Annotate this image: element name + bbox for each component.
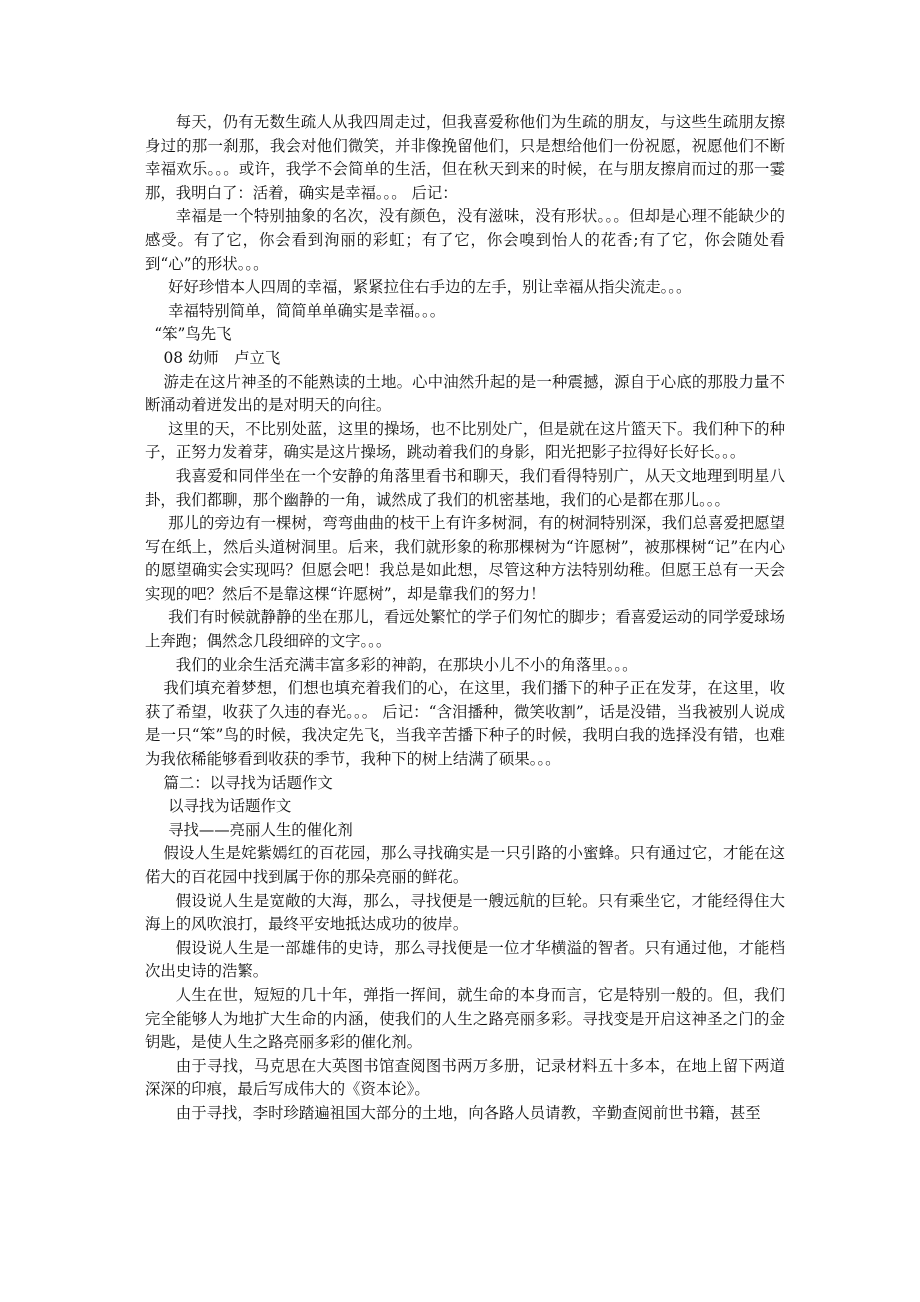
paragraph-wishing-tree: 那儿的旁边有一棵树，弯弯曲曲的枝干上有许多树洞，有的树洞特别深，我们总喜爱把愿望写在纸上，然后头道树洞里。后来，我们就形象的称那棵树为“许愿树”，被那棵树“记”在内心的愿望确实会实现吗？但愿会吧！我总是如此想，尽管这种方法特别幼稚。但愿王总有一天会实现的吧？然后不是靠这棵“许愿树”，却是靠我们的努力！ (145, 514, 785, 603)
paragraph-marx: 由于寻找，马克思在大英图书馆查阅图书两万多册，记录材料五十多本，在地上留下两道深深的印痕，最后写成伟大的《资本论》。 (145, 1056, 785, 1099)
paragraph-sitting-quietly: 我们有时候就静静的坐在那儿，看远处繁忙的学子们匆忙的脚步；看喜爱运动的同学爱球场上奔跑；偶然念几段细碎的文字。。。 (145, 608, 785, 651)
section-heading-part-two: 篇二：以寻找为话题作文 (163, 773, 333, 792)
essay-topic-title: 以寻找为话题作文 (168, 797, 292, 816)
paragraph-happiness-abstract: 幸福是一个特别抽象的名次，没有颜色，没有滋味，没有形状。。。但却是心理不能缺少的感受。有了它，你会看到洵丽的彩虹；有了它，你会嗅到怡人的花香;有了它，你会随处看到“心”的形状。。。 (145, 207, 785, 273)
paragraph-vast-ocean: 假设说人生是宽敞的大海，那么，寻找便是一艘远航的巨轮。只有乘坐它，才能经得住大海上的风吹浪打，最终平安地抵达成功的彼岸。 (145, 891, 785, 934)
paragraph-life-meaning: 人生在世，短短的几十年，弹指一挥间，就生命的本身而言，它是特别一般的。但，我们完全能够人为地扩大生命的内涵，使我们的人生之路亮丽多彩。寻找变是开启这神圣之门的金钥匙，是使人生之路亮丽多彩的催化剂。 (145, 985, 785, 1052)
paragraph-flower-garden: 假设人生是姹紫嫣红的百花园，那么寻找确实是一只引路的小蜜蜂。只有通过它，才能在这偌大的百花园中找到属于你的那朵亮丽的鲜花。 (145, 844, 785, 886)
paragraph-li-shizhen: 由于寻找，李时珍踏遍祖国大部分的土地，向各路人员请教，辛勤查阅前世书籍，甚至 (175, 1103, 761, 1122)
essay-author: 08 幼师 卢立飞 (163, 348, 281, 367)
paragraph-cherish-happiness: 好好珍惜本人四周的幸福，紧紧拉住右手边的左手，别让幸福从指尖流走。。。 (168, 278, 692, 297)
paragraph-quiet-corner: 我喜爱和同伴坐在一个安静的角落里看书和聊天，我们看得特别广，从天文地理到明星八卦，我们都聊，那个幽静的一角，诚然成了我们的机密基地，我们的心是都在那儿。。。 (145, 466, 785, 509)
paragraph-sacred-land: 游走在这片神圣的不能熟读的土地。心中油然升起的是一种震撼，源自于心底的那股力量不断涌动着迸发出的是对明天的向往。 (145, 372, 785, 415)
paragraph-happiness-strangers: 每天，仍有无数生疏人从我四周走过，但我喜爱称他们为生疏的朋友，与这些生疏朋友擦身过的那一刹那，我会对他们微笑，并非像挽留他们，只是想给他们一份祝愿，祝愿他们不断幸福欢乐。。。或许，我学不会简单的生活，但在秋天到来的时候，在与朋友擦肩而过的那一霎那，我明白了：活着，确实是幸福。。。 后记： (145, 113, 785, 202)
paragraph-happiness-simple: 幸福特别简单，简简单单确实是幸福。。。 (168, 301, 446, 320)
essay-subtitle-search: 寻找——亮丽人生的催化剂 (168, 820, 353, 839)
paragraph-sky-playground: 这里的天，不比别处蓝，这里的操场，也不比别处广，但是就在这片篮天下。我们种下的种子，正努力发着芽，确实是这片操场，跳动着我们的身影，阳光把影子拉得好长好长。。。 (145, 419, 785, 462)
paragraph-spare-time: 我们的业余生活充满丰富多彩的神韵，在那块小儿不小的角落里。。。 (175, 655, 638, 674)
paragraph-epic-poem: 假设说人生是一部雄伟的史诗，那么寻找便是一位才华横溢的智者。只有通过他，才能档次出史诗的浩繁。 (145, 938, 785, 981)
essay-title-bird: “笨”鸟先飞 (154, 325, 232, 344)
paragraph-filling-dreams: 我们填充着梦想，们想也填充着我们的心，在这里，我们播下的种子正在发芽，在这里，收获了希望，收获了久违的春光。。。 后记：“含泪播种，微笑收割”，话是没错，当我被别人说成是一只“笨”鸟的时候，我决定先飞，当我辛苦播下种子的时候，我明白我的选择没有错，也难为我依稀能够看到收获的季节，我种下的树上结满了硕果。。。 (145, 679, 785, 769)
document-body (145, 111, 785, 1126)
